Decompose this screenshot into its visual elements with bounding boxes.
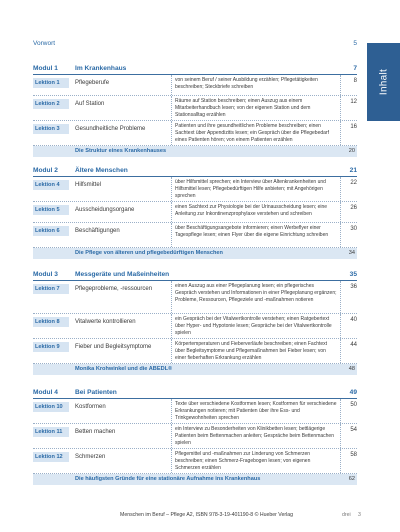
feature-title: Die Struktur eines Krankenhauses (75, 148, 167, 154)
module-1 (33, 64, 357, 157)
lesson-number: Lektion 3 (33, 124, 69, 134)
lesson-title: Gesundheitliche Probleme (75, 126, 146, 132)
lesson-page: 12 (350, 99, 357, 105)
lesson-description: Räume auf Station beschreiben; einen Auszug aus einem Mitarbeiterhandbuch lesen; von der eigenen Station und dem Stationsalltag erzählen (171, 96, 341, 120)
lesson-page: 44 (350, 342, 357, 348)
lesson-title: Fieber und Begleitsymptome (75, 344, 152, 350)
lesson-description: über Beschäftigungsangebote informieren; einen Werbeflyer einer Tagespflege lesen; einen Flyer über die eigene Einrichtung schreiben (171, 223, 341, 247)
lesson-number: Lektion 6 (33, 226, 69, 236)
lesson-page: 58 (350, 452, 357, 458)
lesson-row[interactable] (33, 449, 357, 474)
contents-side-tab (367, 43, 400, 121)
lesson-number: Lektion 7 (33, 284, 69, 294)
lesson-page: 16 (350, 124, 357, 130)
lesson-description: über Hilfsmittel sprechen; ein Interview über Altenkrankenheiten und Hilfsmittel lesen; Pflegebedürftigen Hilfe anbieten; mit Angehörigen sprechen (171, 177, 341, 201)
module-feature-row[interactable] (33, 146, 357, 157)
module-page: 7 (353, 65, 357, 72)
feature-page: 34 (348, 250, 355, 256)
lesson-row[interactable] (33, 424, 357, 449)
feature-page: 20 (348, 148, 355, 154)
lesson-number: Lektion 10 (33, 402, 69, 412)
lesson-description: einen Sachtext zur Physiologie bei der Urinausscheidung lesen; eine Anleitung zur Inkontinenzprophylaxe verstehen und schreiben (171, 202, 341, 222)
lesson-row[interactable] (33, 399, 357, 424)
lesson-number: Lektion 11 (33, 427, 69, 437)
lesson-row[interactable] (33, 202, 357, 223)
lesson-page: 22 (350, 180, 357, 186)
lesson-number: Lektion 1 (33, 78, 69, 88)
lesson-description: von seinem Beruf / seiner Ausbildung erzählen; Pflegetätigkeiten beschreiben; Steckbriefe schreiben (171, 75, 341, 95)
copyright-line: Menschen im Beruf – Pflege A2, ISBN 978-3-19-401190-8 © Hueber Verlag (120, 512, 293, 518)
lesson-description: ein Gespräch bei der Vitalwertkontrolle verstehen; einen Ratgebertext über Hyper- und Hypotonie lesen; Gespräche bei der Vitalwertkontrolle spielen (171, 314, 341, 338)
lesson-page: 8 (353, 78, 357, 84)
module-feature-row[interactable] (33, 474, 357, 485)
feature-page: 62 (348, 476, 355, 482)
lesson-row[interactable] (33, 339, 357, 364)
lesson-title: Kostformen (75, 404, 106, 410)
lesson-title: Beschäftigungen (75, 228, 120, 234)
lesson-row[interactable] (33, 75, 357, 96)
module-header[interactable] (33, 64, 357, 75)
lesson-title: Pflegeprobleme, -ressourcen (75, 286, 153, 292)
module-page: 49 (349, 389, 357, 396)
lesson-page: 36 (350, 284, 357, 290)
module-header[interactable] (33, 166, 357, 177)
module-number: Modul 2 (33, 167, 58, 174)
page-number-word: drei (342, 512, 351, 518)
feature-title: Monika Krohwinkel und die ABEDL® (75, 366, 173, 372)
lesson-title: Ausscheidungsorgane (75, 207, 135, 213)
lesson-row[interactable] (33, 314, 357, 339)
lesson-number: Lektion 4 (33, 180, 69, 190)
lesson-description: einen Auszug aus einer Pflegeplanung lesen; ein pflegerisches Gespräch verstehen und Informationen in einer Pflegeplanung ergänzen; Probleme, Ressourcen, Pflegeziele und -maßnahmen notieren (171, 281, 341, 313)
module-header[interactable] (33, 270, 357, 281)
lesson-number: Lektion 2 (33, 99, 69, 109)
module-header[interactable] (33, 388, 357, 399)
lesson-description: ein Interview zu Besonderheiten von Klinikbetten lesen; bettlägerige Patienten beim Bettenmachen anleiten; Gespräche beim Bettenmachen spielen (171, 424, 341, 448)
lesson-row[interactable] (33, 177, 357, 202)
feature-title: Die häufigsten Gründe für eine stationäre Aufnahme ins Krankenhaus (75, 476, 261, 482)
lesson-title: Betten machen (75, 429, 116, 435)
lesson-description: Patienten und ihre gesundheitlichen Probleme beschreiben; einen Sachtext über Appendizitis lesen; ein Gespräch über die Pflegebedarf eines Patienten hören; von einem Patienten erzählen (171, 121, 341, 145)
lesson-description: Körpertemperaturen und Fieberverläufe beschreiben; einen Fachtext über Begleitsymptome und Pflegemaßnahmen bei Fieber lesen; von einer fieberhaften Erkrankung erzählen (171, 339, 341, 363)
side-tab-label: Inhalt (378, 68, 389, 96)
module-4 (33, 388, 357, 485)
module-title: Ältere Menschen (75, 167, 128, 174)
lesson-description: Pflegemittel und -maßnahmen zur Linderung von Schmerzen beschreiben; einen Schmerz-Fragebogen lesen; von eigenen Schmerzen erzählen (171, 449, 341, 473)
lesson-title: Schmerzen (75, 454, 106, 460)
module-2 (33, 166, 357, 259)
module-page: 35 (349, 271, 357, 278)
module-title: Im Krankenhaus (75, 65, 127, 72)
vorwort-row[interactable] (33, 40, 357, 47)
feature-title: Die Pflege von älteren und pflegebedürftigen Menschen (75, 250, 223, 256)
lesson-title: Hilfsmittel (75, 182, 102, 188)
lesson-row[interactable] (33, 121, 357, 146)
lesson-title: Auf Station (75, 101, 105, 107)
module-title: Messgeräte und Maßeinheiten (75, 271, 170, 278)
lesson-row[interactable] (33, 281, 357, 314)
lesson-page: 30 (350, 226, 357, 232)
module-feature-row[interactable] (33, 248, 357, 259)
vorwort-page: 5 (353, 40, 357, 47)
module-number: Modul 4 (33, 389, 58, 396)
lesson-title: Pflegeberufe (75, 80, 110, 86)
module-3 (33, 270, 357, 375)
lesson-page: 54 (350, 427, 357, 433)
lesson-row[interactable] (33, 223, 357, 248)
vorwort-label: Vorwort (33, 40, 56, 47)
module-feature-row[interactable] (33, 364, 357, 375)
module-number: Modul 1 (33, 65, 58, 72)
module-title: Bei Patienten (75, 389, 117, 396)
lesson-page: 26 (350, 205, 357, 211)
feature-page: 48 (348, 366, 355, 372)
module-page: 21 (349, 167, 357, 174)
lesson-number: Lektion 12 (33, 452, 69, 462)
module-number: Modul 3 (33, 271, 58, 278)
page-number: 3 (358, 512, 361, 518)
lesson-row[interactable] (33, 96, 357, 121)
lesson-description: Texte über verschiedene Kostformen lesen; Kostformen für verschiedene Erkrankungen notieren; mit Patienten über ihre Ess- und Trinkgewohnheiten sprechen (171, 399, 341, 423)
lesson-number: Lektion 8 (33, 317, 69, 327)
lesson-number: Lektion 5 (33, 205, 69, 215)
lesson-page: 40 (350, 317, 357, 323)
lesson-page: 50 (350, 402, 357, 408)
lesson-title: Vitalwerte kontrollieren (75, 319, 136, 325)
lesson-number: Lektion 9 (33, 342, 69, 352)
